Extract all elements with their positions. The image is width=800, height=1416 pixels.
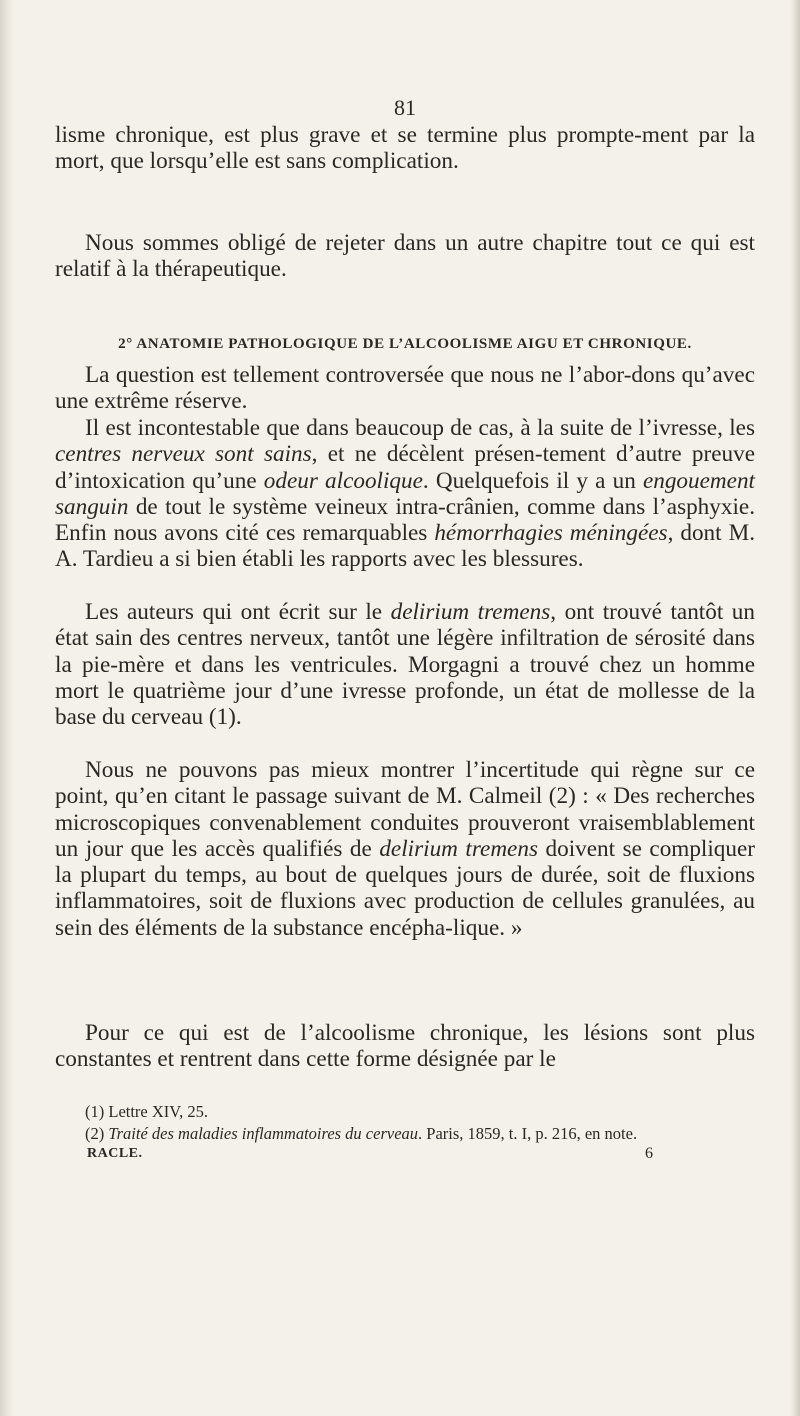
- p5-text-a: Les auteurs qui ont écrit sur le: [85, 599, 391, 625]
- footnote-2: [55, 1123, 755, 1145]
- section-heading: 2° ANATOMIE PATHOLOGIQUE DE L’ALCOOLISME AIGU ET CHRONIQUE.: [118, 336, 692, 352]
- footnote-2-italic: Traité des maladies inflammatoires du cerveau: [108, 1123, 419, 1143]
- paragraph-1-text: lisme chronique, est plus grave et se termine plus prompte-ment par la mort, que lorsqu’elle est sans complication.: [55, 122, 755, 175]
- paragraph-5-text: [55, 599, 755, 730]
- p4-text-d: de tout le système veineux intra-crânien, comme dans l’asphyxie. Enfin nous avons cité ces remarquables: [55, 493, 755, 547]
- paragraph-2: [55, 230, 755, 283]
- p4-text-a: Il est incontestable que dans beaucoup de cas, à la suite de l’ivresse, les: [85, 415, 755, 441]
- page-left-edge: [0, 0, 14, 1416]
- paragraph-4: [55, 415, 755, 573]
- paragraph-1: [55, 122, 755, 175]
- paragraph-3-text: La question est tellement controversée que nous ne l’abor-dons qu’avec une extrême réserve.: [55, 362, 755, 415]
- paragraph-4-text: [55, 415, 755, 573]
- p4-text-c: . Quelquefois il y a un: [422, 467, 643, 494]
- paragraph-5: [55, 599, 755, 730]
- footnote-2-text-a: (2): [85, 1123, 109, 1143]
- p4-italic-3: engouement sanguin: [55, 467, 755, 520]
- signature-number: 6: [645, 1145, 654, 1162]
- signature-author: RACLE.: [87, 1146, 143, 1161]
- paragraph-6-text: [55, 757, 755, 941]
- p4-italic-1: centres nerveux sont sains: [55, 441, 312, 468]
- paragraph-7-text: Pour ce qui est de l’alcoolisme chronique, les lésions sont plus constantes et rentrent dans cette forme désignée par le: [55, 1020, 755, 1073]
- p4-italic-4: hémorrhagies méningées: [434, 520, 668, 547]
- p4-text-e: , dont M. A. Tardieu a si bien établi les rapports avec les blessures.: [55, 520, 755, 573]
- paragraph-2-text: Nous sommes obligé de rejeter dans un autre chapitre tout ce qui est relatif à la thérapeutique.: [55, 230, 755, 283]
- p4-text-b: , et ne décèlent présen-tement d’autre preuve d’intoxication qu’une: [55, 441, 755, 494]
- p5-italic-1: delirium tremens: [390, 599, 551, 625]
- paragraph-3: [55, 362, 755, 415]
- p6-italic-1: delirium tremens: [379, 835, 538, 862]
- p6-text-b: doivent se compliquer la plupart du temps, au bout de quelques jours de durée, soit de fluxions inflammatoires, soit de fluxions avec production de cellules granulées, au sein des éléments de la substance encépha-lique. »: [55, 835, 756, 941]
- p4-italic-2: odeur alcoolique: [263, 467, 423, 494]
- p5-text-b: , ont trouvé tantôt un état sain des centres nerveux, tantôt une légère infiltration de sérosité dans la pie-mère et dans les ventricules. Morgagni a trouvé chez un homme mort le quatrième jour d’une ivresse profonde, un état de mollesse de la base du cerveau (1).: [55, 599, 755, 731]
- p6-text-a: Nous ne pouvons pas mieux montrer l’incertitude qui règne sur ce point, qu’en citant le passage suivant de M. Calmeil (2) : « Des recherches microscopiques convenablement conduites prouveront vraisemblablement un jour que les accès qualifiés de: [55, 757, 755, 862]
- page-right-edge: [790, 0, 800, 1416]
- footnotes: [55, 1101, 755, 1144]
- footnote-1: (1) Lettre XIV, 25.: [85, 1102, 208, 1121]
- paragraph-6: [55, 757, 755, 941]
- page-number: 81: [394, 95, 416, 120]
- paragraph-7: [55, 1020, 755, 1073]
- footnote-2-text-b: . Paris, 1859, t. I, p. 216, en note.: [418, 1123, 638, 1143]
